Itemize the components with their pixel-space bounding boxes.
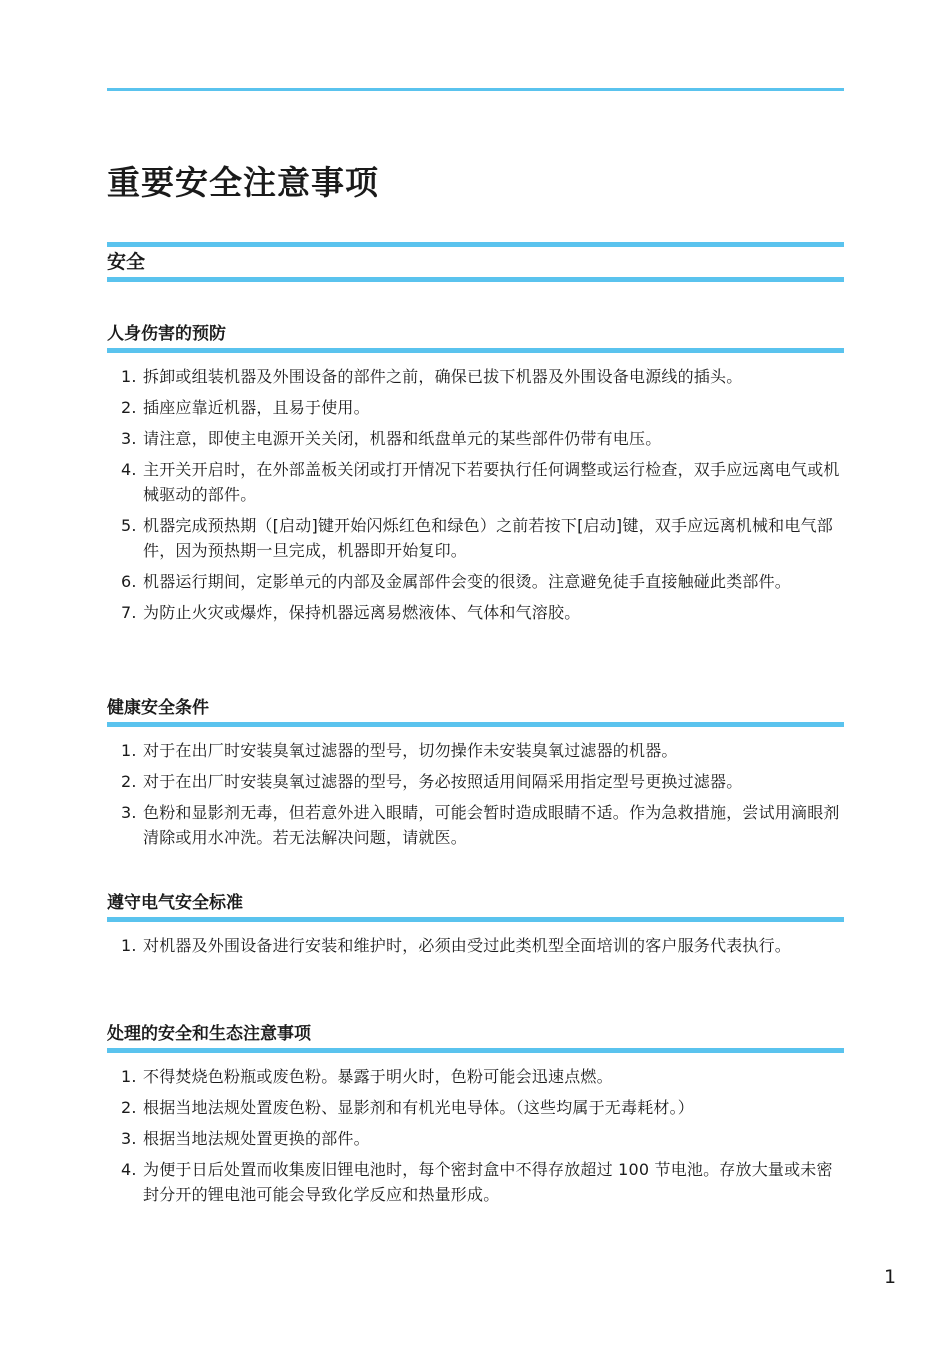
list-item [107, 769, 844, 794]
page-number: 1 [884, 1266, 897, 1288]
item-number: 5. [121, 516, 137, 535]
item-text: 为便于日后处置而收集废旧锂电池时，每个密封盒中不得存放超过 100 节电池。存放大量或未密封分开的锂电池可能会导致化学反应和热量形成。 [143, 1160, 833, 1204]
subsection-rule [107, 722, 844, 727]
subsection-heading: 人身伤害的预防 [107, 324, 226, 344]
item-number: 3. [121, 429, 137, 448]
item-text: 拆卸或组装机器及外围设备的部件之前，确保已拔下机器及外围设备电源线的插头。 [143, 367, 743, 386]
list-item [107, 569, 844, 594]
list-item [107, 513, 844, 563]
item-number: 1. [121, 1067, 137, 1086]
list-item [107, 395, 844, 420]
subsection-disposal [107, 1022, 844, 1207]
item-number: 6. [121, 572, 137, 591]
top-rule [107, 88, 844, 91]
subsection-electrical-standards [107, 891, 844, 958]
item-list [107, 364, 844, 625]
item-text: 不得焚烧色粉瓶或废色粉。暴露于明火时，色粉可能会迅速点燃。 [143, 1067, 613, 1086]
section-rule-bottom [107, 277, 844, 282]
list-item [107, 933, 844, 958]
subsection-injury-prevention [107, 322, 844, 625]
item-text: 根据当地法规处置更换的部件。 [143, 1129, 370, 1148]
item-number: 7. [121, 603, 137, 622]
item-text: 对于在出厂时安装臭氧过滤器的型号，务必按照适用间隔采用指定型号更换过滤器。 [143, 772, 743, 791]
item-number: 2. [121, 772, 137, 791]
item-number: 1. [121, 367, 137, 386]
item-number: 4. [121, 1160, 137, 1179]
subsection-health-safety [107, 696, 844, 850]
list-item [107, 600, 844, 625]
item-number: 3. [121, 803, 137, 822]
section-header-safety [107, 242, 844, 282]
section-rule-top [107, 242, 844, 247]
item-number: 2. [121, 398, 137, 417]
item-text: 为防止火灾或爆炸，保持机器远离易燃液体、气体和气溶胶。 [143, 603, 581, 622]
item-text: 色粉和显影剂无毒，但若意外进入眼睛，可能会暂时造成眼睛不适。作为急救措施，尝试用滴眼剂清除或用水冲洗。若无法解决问题，请就医。 [143, 803, 840, 847]
subsection-rule [107, 348, 844, 353]
subsection-heading: 健康安全条件 [107, 698, 209, 718]
page-title: 重要安全注意事项 [107, 163, 379, 202]
list-item [107, 1157, 844, 1207]
item-text: 请注意，即使主电源开关关闭，机器和纸盘单元的某些部件仍带有电压。 [143, 429, 662, 448]
item-text: 根据当地法规处置废色粉、显影剂和有机光电导体。（这些均属于无毒耗材。） [143, 1098, 695, 1117]
item-text: 对机器及外围设备进行安装和维护时，必须由受过此类机型全面培训的客户服务代表执行。 [143, 936, 792, 955]
item-text: 对于在出厂时安装臭氧过滤器的型号，切勿操作未安装臭氧过滤器的机器。 [143, 741, 678, 760]
list-item [107, 800, 844, 850]
list-item [107, 738, 844, 763]
list-item [107, 1064, 844, 1089]
item-number: 4. [121, 460, 137, 479]
subsection-heading: 处理的安全和生态注意事项 [107, 1024, 311, 1044]
section-label: 安全 [107, 251, 146, 273]
subsection-rule [107, 1048, 844, 1053]
item-number: 2. [121, 1098, 137, 1117]
subsection-heading: 遵守电气安全标准 [107, 893, 243, 913]
list-item [107, 426, 844, 451]
list-item [107, 457, 844, 507]
list-item [107, 1095, 844, 1120]
list-item [107, 364, 844, 389]
subsection-rule [107, 917, 844, 922]
item-list [107, 738, 844, 850]
item-text: 主开关开启时，在外部盖板关闭或打开情况下若要执行任何调整或运行检查，双手应远离电气或机械驱动的部件。 [143, 460, 840, 504]
item-text: 机器运行期间，定影单元的内部及金属部件会变的很烫。注意避免徒手直接触碰此类部件。 [143, 572, 792, 591]
item-list [107, 1064, 844, 1207]
list-item [107, 1126, 844, 1151]
item-text: 机器完成预热期（[启动]键开始闪烁红色和绿色）之前若按下[启动]键，双手应远离机械和电气部件，因为预热期一旦完成，机器即开始复印。 [143, 516, 833, 560]
item-text: 插座应靠近机器，且易于使用。 [143, 398, 370, 417]
item-number: 1. [121, 741, 137, 760]
item-list [107, 933, 844, 958]
item-number: 1. [121, 936, 137, 955]
item-number: 3. [121, 1129, 137, 1148]
